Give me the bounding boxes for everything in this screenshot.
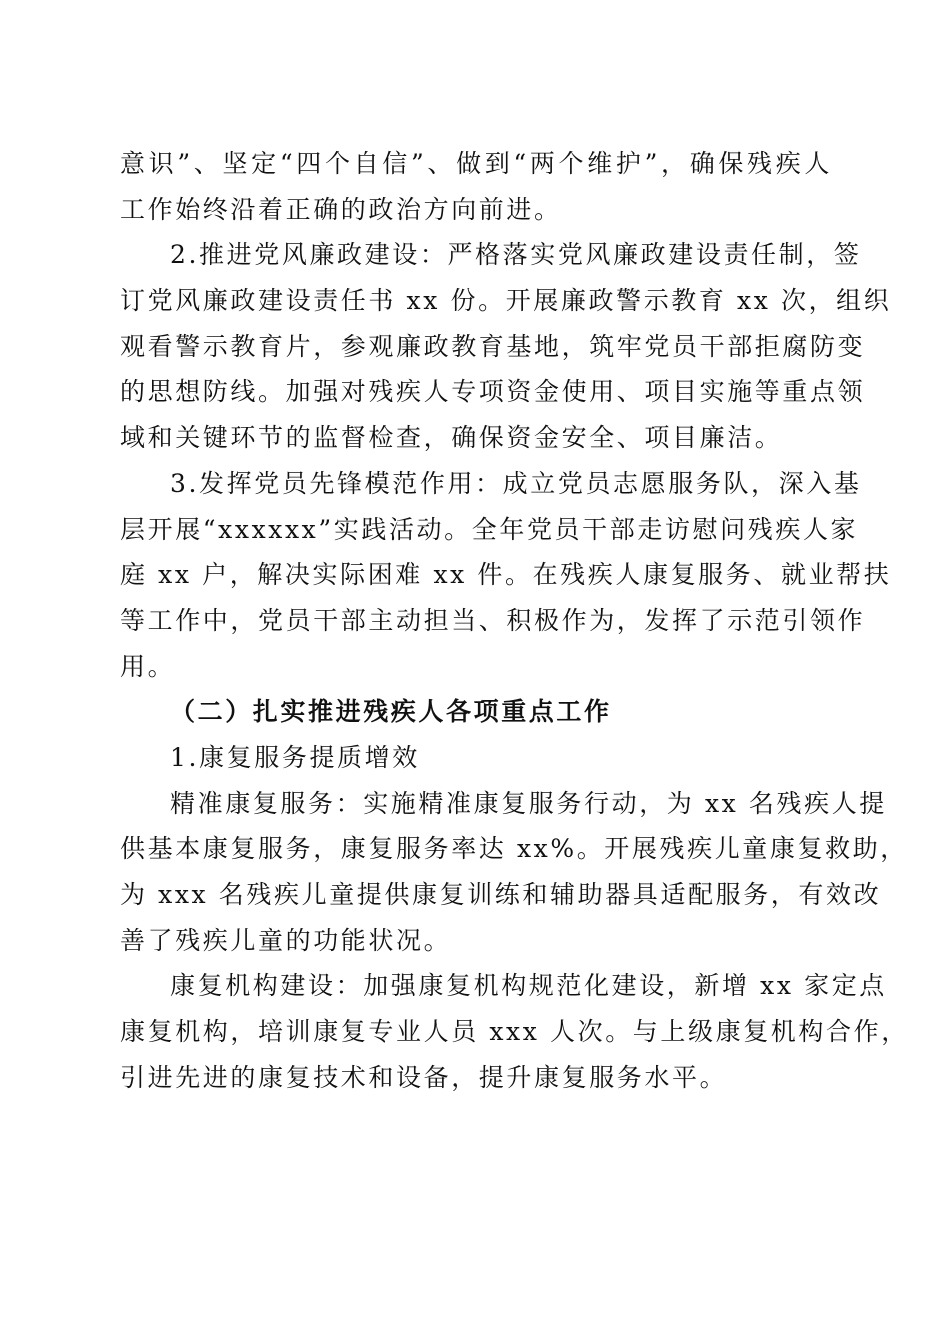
paragraph-line: 3.发挥党员先锋模范作用：成立党员志愿服务队，深入基: [170, 468, 862, 498]
paragraph-line: 2.推进党风廉政建设：严格落实党风廉政建设责任制，签: [170, 240, 862, 270]
subsection-heading: 1.康复服务提质增效: [170, 742, 420, 772]
paragraph-line: 等工作中，党员干部主动担当、积极作为，发挥了示范引领作: [120, 605, 866, 635]
paragraph-line: 善了残疾儿童的功能状况。: [120, 925, 452, 955]
paragraph-line: 域和关键环节的监督检查，确保资金安全、项目廉洁。: [120, 423, 783, 453]
paragraph-line: 为 xxx 名残疾儿童提供康复训练和辅助器具适配服务，有效改: [120, 880, 882, 909]
paragraph-line: 精准康复服务：实施精准康复服务行动，为 xx 名残疾人提: [170, 788, 887, 818]
paragraph-line: 层开展“xxxxxx”实践活动。全年党员干部走访慰问残疾人家: [120, 514, 859, 544]
paragraph-line: 供基本康复服务，康复服务率达 xx%。开展残疾儿童康复救助，: [120, 834, 908, 864]
section-heading: （二）扎实推进残疾人各项重点工作: [170, 697, 612, 727]
document-page: [120, 141, 909, 1100]
paragraph-line: 康复机构，培训康复专业人员 xxx 人次。与上级康复机构合作，: [120, 1017, 909, 1047]
paragraph-line: 意识”、坚定“四个自信”、做到“两个维护”，确保残疾人: [120, 149, 832, 178]
paragraph-line: 庭 xx 户，解决实际困难 xx 件。在残疾人康复服务、就业帮扶: [120, 560, 892, 590]
paragraph-line: 康复机构建设：加强康复机构规范化建设，新增 xx 家定点: [170, 971, 887, 1001]
paragraph-line: 用。: [120, 651, 176, 681]
paragraph-line: 的思想防线。加强对残疾人专项资金使用、项目实施等重点领: [120, 377, 866, 407]
paragraph-line: 观看警示教育片，参观廉政教育基地，筑牢党员干部拒腐防变: [120, 331, 866, 361]
paragraph-line: 工作始终沿着正确的政治方向前进。: [120, 194, 562, 224]
paragraph-line: 订党风廉政建设责任书 xx 份。开展廉政警示教育 xx 次，组织: [120, 286, 892, 316]
paragraph-line: 引进先进的康复技术和设备，提升康复服务水平。: [120, 1062, 728, 1092]
